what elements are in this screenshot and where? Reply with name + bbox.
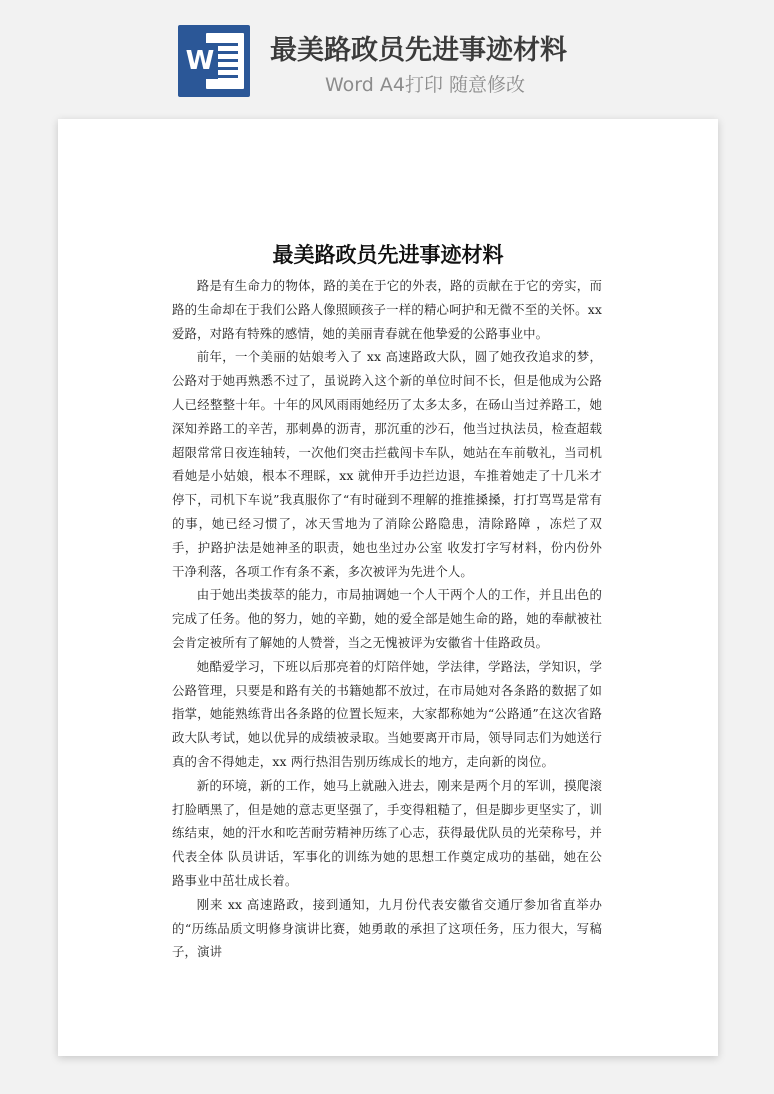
- page-header: [0, 0, 774, 118]
- word-letter: W: [182, 43, 218, 79]
- document-title: 最美路政员先进事迹材料: [272, 243, 504, 267]
- paragraph-1: 路是有生命力的物体，路的美在于它的外表，路的贡献在于它的旁实，而路的生命却在于我们公路人像照顾孩子一样的精心呵护和无微不至的关怀。xx 爱路，对路有特殊的感情，她的美丽青春就在他挚爱的公路事业中。: [172, 278, 602, 341]
- document-body: [172, 274, 602, 964]
- paragraph-4: 她酷爱学习，下班以后那亮着的灯陪伴她，学法律，学路法，学知识，学公路管理，只要是和路有关的书籍她都不放过，在市局她对各条路的数据了如指掌，她能熟练背出各条路的位置长短来，大家都称她为“公路通”在这次省路政大队考试，她以优异的成绩被录取。当她要离开市局，领导同志们为她送行真的舍不得她走，xx 两行热泪告别历练成长的地方，走向新的岗位。: [172, 658, 602, 769]
- paragraph-3: 由于她出类拔萃的能力，市局抽调她一个人干两个人的工作，并且出色的完成了任务。他的努力，她的辛勤，她的爱全部是她生命的路，她的奉献被社会肯定被所有了解她的人赞誉，当之无愧被评为安徽省十佳路政员。: [172, 587, 602, 650]
- header-title: 最美路政员先进事迹材料: [270, 35, 567, 66]
- paragraph-2: 前年，一个美丽的姑娘考入了 xx 高速路政大队，圆了她孜孜追求的梦，公路对于她再熟悉不过了，虽说跨入这个新的单位时间不长，但是他成为公路人已经整整十年。十年的风风雨雨她经历了太多太多，在砀山当过养路工，她深知养路工的辛苦，那刺鼻的沥青，那沉重的沙石，他当过执法员，检查超载超限常常日夜连轴转，一次他们突击拦截闯卡车队，她站在车前敬礼，当司机看她是小姑娘，根本不理睬，xx 就伸开手边拦边退，车推着她走了十几米才停下，司机下车说”我真服你了“有时碰到不理解的推推搡搡，打打骂骂是常有的事，她已经习惯了，冰天雪地为了消除公路隐患，清除路障 ，冻烂了双手，护路护法是她神圣的职责，她也坐过办公室 收发打字写材料，份内份外干净利落，各项工作有条不紊，多次被评为先进个人。: [172, 349, 602, 579]
- paragraph-6: 刚来 xx 高速路政，接到通知，九月份代表安徽省交通厅参加省直举办的“历练品质文明修身演讲比赛，她勇敢的承担了这项任务，压力很大，写稿子，演讲: [172, 896, 602, 960]
- word-document-icon: [178, 25, 250, 97]
- document-page: [58, 119, 718, 1056]
- header-subtitle: Word A4打印 随意修改: [325, 74, 526, 96]
- paragraph-5: 新的环境，新的工作，她马上就融入进去，刚来是两个月的军训，摸爬滚打脸晒黑了，但是她的意志更坚强了，手变得粗糙了，但是脚步更坚实了，训练结束，她的汗水和吃苦耐劳精神历练了心志，获得最优队员的光荣称号，并代表全体 队员讲话，军事化的训练为她的思想工作奠定成功的基础，她在公路事业中茁壮成长着。: [172, 777, 602, 888]
